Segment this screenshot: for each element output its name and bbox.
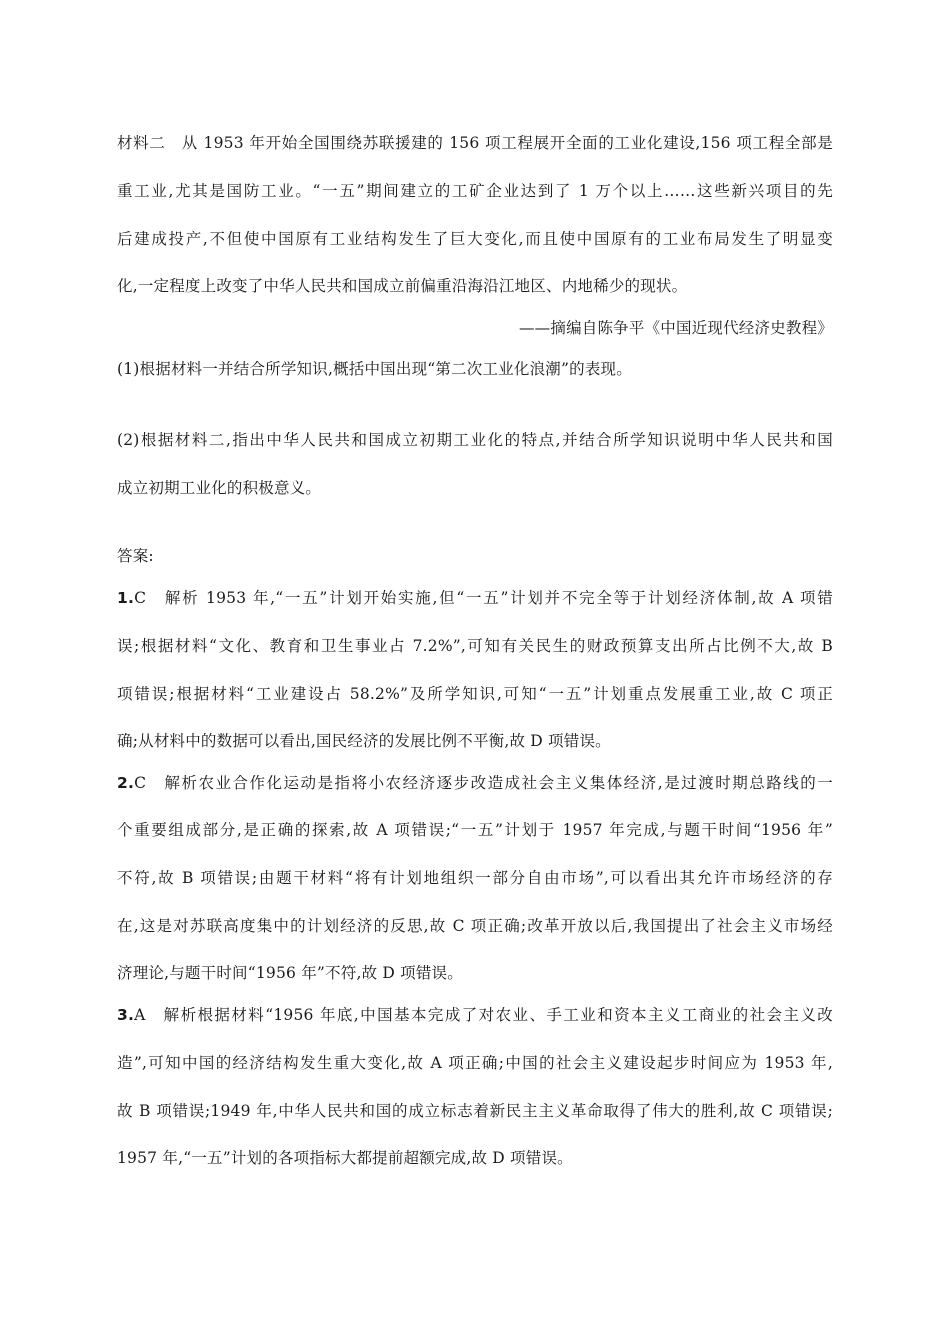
answer-1-line	[117, 588, 833, 608]
answer-2-line: 个重要组成部分,是正确的探索,故 A 项错误;“一五”计划于 1957 年完成,与题干时间“1956 年”	[117, 821, 833, 839]
answer-text: C 解析农业合作化运动是指将小农经济逐步改造成社会主义集体经济,是过渡时期总路线的一	[134, 774, 833, 792]
question-2-line: 成立初期工业化的积极意义。	[117, 479, 322, 497]
answer-text: C 解析 1953 年,“一五”计划开始实施,但“一五”计划并不完全等于计划经济体制,故 A 项错	[134, 589, 833, 607]
answer-3-line	[117, 1005, 833, 1025]
answer-1-line: 误;根据材料“文化、教育和卫生事业占 7.2%”,可知有关民生的财政预算支出所占比例不大,故 B	[117, 637, 833, 655]
answer-1-line: 项错误;根据材料“工业建设占 58.2%”及所学知识,可知“一五”计划重点发展重工业,故 C 项正	[117, 685, 833, 703]
material-two-line: 重工业,尤其是国防工业。“一五”期间建立的工矿企业达到了 1 万个以上……这些新兴项目的先	[117, 182, 833, 200]
material-two-line: 化,一定程度上改变了中华人民共和国成立前偏重沿海沿江地区、内地稀少的现状。	[117, 277, 688, 295]
answer-3-line: 1957 年,“一五”计划的各项指标大都提前超额完成,故 D 项错误。	[117, 1149, 573, 1167]
material-two-line: 材料二 从 1953 年开始全国围绕苏联援建的 156 项工程展开全面的工业化建设,156 项工程全部是	[117, 134, 833, 152]
answer-2-line: 不符,故 B 项错误;由题干材料“将有计划地组织一部分自由市场”,可以看出其允许市场经济的存	[117, 869, 833, 887]
answer-2-line: 济理论,与题干时间“1956 年”不符,故 D 项错误。	[117, 964, 463, 982]
answer-2-line: 在,这是对苏联高度集中的计划经济的反思,故 C 项正确;改革开放以后,我国提出了社会主义市场经	[117, 917, 833, 935]
answer-2-line	[117, 773, 833, 793]
answer-3-line: 故 B 项错误;1949 年,中华人民共和国的成立标志着新民主主义革命取得了伟大的胜利,故 C 项错误;	[117, 1102, 833, 1120]
question-1: (1)根据材料一并结合所学知识,概括中国出现“第二次工业化浪潮”的表现。	[117, 360, 632, 378]
answer-number: 1.	[117, 589, 135, 607]
answer-3-line: 造”,可知中国的经济结构发生重大变化,故 A 项正确;中国的社会主义建设起步时间应为 1953 年,	[117, 1054, 833, 1072]
answer-number: 2.	[117, 774, 135, 792]
answer-text: A 解析根据材料“1956 年底,中国基本完成了对农业、手工业和资本主义工商业的社会主义改	[134, 1006, 833, 1024]
answer-1-line: 确;从材料中的数据可以看出,国民经济的发展比例不平衡,故 D 项错误。	[117, 732, 611, 750]
material-two-line: 后建成投产,不但使中国原有工业结构发生了巨大变化,而且使中国原有的工业布局发生了明显变	[117, 230, 833, 248]
material-two-source: ——摘编自陈争平《中国近现代经济史教程》	[518, 319, 833, 337]
answer-number: 3.	[117, 1006, 135, 1024]
answers-heading: 答案:	[117, 547, 154, 565]
question-2-line: (2)根据材料二,指出中华人民共和国成立初期工业化的特点,并结合所学知识说明中华人民共和国	[117, 431, 833, 449]
